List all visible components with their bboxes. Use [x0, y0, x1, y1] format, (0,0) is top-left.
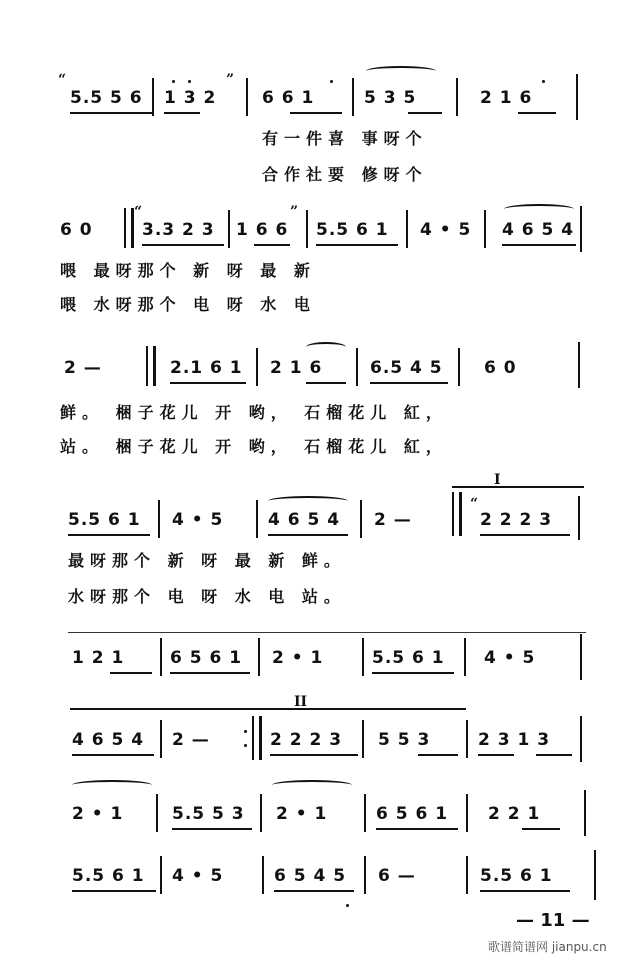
barline: [580, 634, 582, 680]
barline: [160, 638, 162, 676]
measure-4-notes: 2 —: [374, 510, 412, 530]
barline: [406, 210, 408, 248]
barline: [256, 500, 258, 538]
barline: [466, 794, 468, 832]
barline: [158, 500, 160, 538]
measure-3-notes: 1 6 6: [236, 220, 289, 240]
barline: [160, 856, 162, 894]
breath-mark: “: [58, 72, 67, 88]
measure-2-notes: 2 —: [172, 730, 210, 750]
barline: [258, 638, 260, 676]
underline: [72, 754, 154, 756]
barline: [306, 210, 308, 248]
measure-4-notes: 6 5 6 1: [376, 804, 449, 824]
underline: [522, 828, 560, 830]
underline: [270, 754, 358, 756]
lyric-line-2: 水呀那个 电 呀 水 电 站。: [68, 587, 346, 606]
tie-slur: [504, 204, 574, 214]
measure-6-notes: 4 6 5 4: [502, 220, 575, 240]
underline: [164, 112, 200, 114]
measure-3-notes: 4 6 5 4: [268, 510, 341, 530]
underline: [316, 244, 398, 246]
barline: [260, 794, 262, 832]
watermark: 歌谱简谱网 jianpu.cn: [488, 940, 607, 954]
measure-3-notes: 6 6 1: [262, 88, 315, 108]
page-number: — 11 —: [516, 910, 590, 931]
measure-2-notes: 4 • 5: [172, 510, 224, 530]
barline: [256, 348, 258, 386]
underline: [110, 672, 152, 674]
barline: [160, 720, 162, 758]
barline: [466, 856, 468, 894]
measure-2-notes: 3.3 2 3: [142, 220, 215, 240]
underline: [478, 754, 514, 756]
lyric-line-1: 喂 最呀那个 新 呀 最 新: [60, 261, 316, 280]
underline: [274, 890, 354, 892]
underline: [170, 382, 246, 384]
underline: [536, 754, 572, 756]
barline: [156, 794, 158, 832]
barline: [362, 638, 364, 676]
lyric-line-2: 合作社要 修呀个: [262, 165, 428, 184]
repeat-barline: [452, 492, 462, 536]
barline: [246, 78, 248, 116]
barline: [364, 794, 366, 832]
underline: [372, 672, 454, 674]
underline: [70, 112, 152, 114]
tie-slur: [272, 780, 352, 790]
barline: [464, 638, 466, 676]
measure-4-notes: 5.5 6 1: [316, 220, 389, 240]
repeat-barline: [252, 716, 262, 760]
repeat-dot: [244, 730, 247, 733]
measure-4-notes: 5 5 3: [378, 730, 431, 750]
lyric-line-1: 最呀那个 新 呀 最 新 鲜。: [68, 551, 346, 570]
underline: [418, 754, 458, 756]
barline: [360, 500, 362, 538]
underline: [376, 828, 458, 830]
measure-2-notes: 1 3 2: [164, 88, 217, 108]
lyric-line-2: 站。 梱子花儿 开 哟， 石榴花儿 紅，: [60, 437, 448, 456]
barline: [594, 850, 596, 900]
volta-2-label: II: [294, 694, 308, 710]
underline: [170, 672, 250, 674]
measure-1-notes: 2 • 1: [72, 804, 124, 824]
measure-3-notes: 2 1 6: [270, 358, 323, 378]
measure-1-notes: 5.5 6 1: [68, 510, 141, 530]
measure-4-notes: 5 3 5: [364, 88, 417, 108]
barline: [456, 78, 458, 116]
barline: [364, 856, 366, 894]
breath-mark: “: [134, 204, 143, 220]
barline: [262, 856, 264, 894]
underline: [518, 112, 556, 114]
repeat-barline: [146, 346, 156, 386]
measure-4-notes: 5.5 6 1: [372, 648, 445, 668]
tie-slur: [306, 342, 346, 352]
underline: [72, 890, 156, 892]
measure-4-notes: 6 —: [378, 866, 416, 886]
tie-slur: [268, 496, 348, 506]
measure-5-notes: 2 2 2 3: [480, 510, 553, 530]
measure-1-notes: 5.5 5 6: [70, 88, 143, 108]
breath-mark: “: [470, 496, 479, 512]
measure-1-notes: 2 —: [64, 358, 102, 378]
underline: [68, 534, 150, 536]
measure-2-notes: 4 • 5: [172, 866, 224, 886]
measure-2-notes: 6 5 6 1: [170, 648, 243, 668]
measure-5-notes: 4 • 5: [484, 648, 536, 668]
barline: [484, 210, 486, 248]
barline: [580, 716, 582, 762]
underline: [254, 244, 290, 246]
measure-5-notes: 2 1 6: [480, 88, 533, 108]
lower-octave-dot: [346, 904, 349, 907]
repeat-barline: [124, 208, 134, 248]
measure-5-notes: 6 0: [484, 358, 517, 378]
measure-5-notes: 2 3 1 3: [478, 730, 551, 750]
barline: [362, 720, 364, 758]
barline: [578, 496, 580, 540]
tie-slur: [366, 66, 436, 76]
barline: [466, 720, 468, 758]
volta-bracket: [452, 486, 584, 488]
barline: [580, 206, 582, 252]
measure-5-notes: 2 2 1: [488, 804, 541, 824]
barline: [352, 78, 354, 116]
measure-3-notes: 6 5 4 5: [274, 866, 347, 886]
measure-2-notes: 5.5 5 3: [172, 804, 245, 824]
barline: [578, 342, 580, 388]
measure-3-notes: 2 • 1: [272, 648, 324, 668]
measure-3-notes: 2 • 1: [276, 804, 328, 824]
lyric-line-1: 鲜。 梱子花儿 开 哟， 石榴花儿 紅，: [60, 403, 448, 422]
octave-dot: [542, 80, 545, 83]
measure-1-notes: 5.5 6 1: [72, 866, 145, 886]
underline: [408, 112, 442, 114]
measure-1-notes: 1 2 1: [72, 648, 125, 668]
measure-5-notes: 5.5 6 1: [480, 866, 553, 886]
underline: [306, 382, 346, 384]
measure-1-notes: 4 6 5 4: [72, 730, 145, 750]
octave-dot: [188, 80, 191, 83]
volta-1-label: I: [494, 472, 501, 488]
measure-4-notes: 6.5 4 5: [370, 358, 443, 378]
barline: [584, 790, 586, 836]
underline: [502, 244, 576, 246]
underline: [290, 112, 342, 114]
staff-rule: [68, 632, 586, 633]
underline: [142, 244, 224, 246]
underline: [268, 534, 348, 536]
lyric-line-1: 有一件喜 事呀个: [262, 129, 428, 148]
barline: [458, 348, 460, 386]
breath-mark: ”: [290, 204, 299, 220]
measure-2-notes: 2.1 6 1: [170, 358, 243, 378]
measure-3-notes: 2 2 2 3: [270, 730, 343, 750]
barline: [152, 78, 154, 116]
tie-slur: [72, 780, 152, 790]
repeat-dot: [244, 744, 247, 747]
breath-mark: ”: [226, 72, 235, 88]
measure-1-notes: 6 0: [60, 220, 93, 240]
underline: [370, 382, 448, 384]
octave-dot: [330, 80, 333, 83]
underline: [480, 890, 570, 892]
barline: [356, 348, 358, 386]
lyric-line-2: 喂 水呀那个 电 呀 水 电: [60, 295, 316, 314]
barline: [576, 74, 578, 120]
volta-bracket: [70, 708, 466, 710]
octave-dot: [172, 80, 175, 83]
measure-5-notes: 4 • 5: [420, 220, 472, 240]
underline: [480, 534, 570, 536]
underline: [172, 828, 252, 830]
barline: [228, 210, 230, 248]
